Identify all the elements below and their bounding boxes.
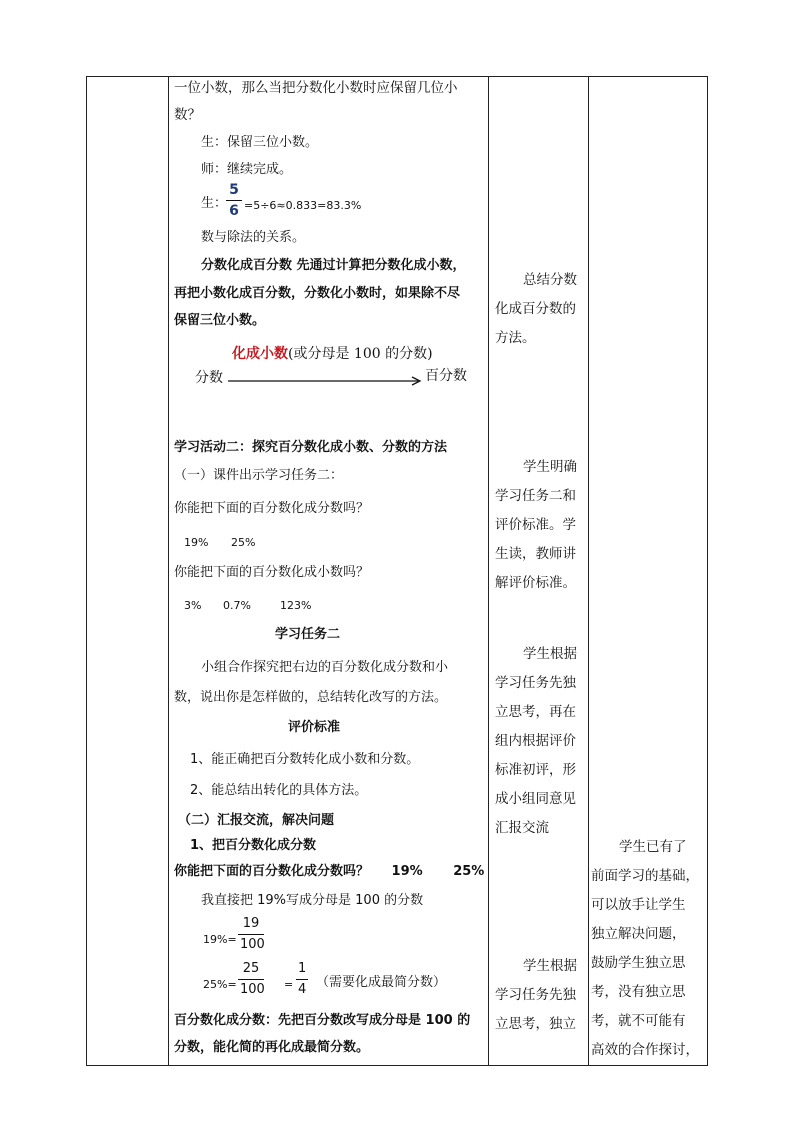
column-divider-3 [588, 76, 589, 1066]
arrow-icon [226, 374, 426, 388]
percent-value: 19% [184, 536, 209, 549]
percent-value: 19% [391, 864, 423, 879]
criteria-item: 1、能正确把百分数转化成小数和分数。 [190, 752, 420, 767]
text-line: 考，就不可能有 [591, 1013, 686, 1029]
fraction-bar [238, 979, 264, 980]
fraction-denominator: 4 [298, 982, 307, 997]
text-line: 学习任务二和 [495, 488, 576, 504]
task-title: 学习任务二 [275, 627, 341, 642]
equals-sign: = [284, 978, 294, 991]
text-line: 独立解决问题， [591, 926, 686, 942]
student-activity-group [495, 640, 577, 843]
bold-text-line: 分数化成百分数 先通过计算把分数化成小数， [201, 258, 466, 273]
text-line: 汇报交流 [495, 820, 549, 836]
fraction-numerator: 19 [242, 916, 260, 931]
student-activity-summary [495, 266, 577, 353]
criteria-title: 评价标准 [288, 720, 341, 735]
summary-line: 分数，能化简的再化成最简分数。 [174, 1040, 370, 1055]
fraction-bar [296, 979, 308, 980]
text-line: 学生根据 [523, 646, 577, 662]
bold-text-line: 再把小数化成百分数，分数化小数时，如果除不尽 [174, 286, 461, 301]
fraction-numerator: 25 [242, 961, 260, 976]
diagram-label [232, 346, 433, 362]
text-line: 你能把下面的百分数化成小数吗？ [174, 565, 370, 580]
text-line: 师：继续完成。 [201, 162, 293, 177]
text-line: 考，没有独立思 [591, 984, 686, 1000]
student-activity-report [495, 952, 577, 1039]
fraction-19-100 [238, 916, 264, 953]
fraction-denominator: 100 [240, 937, 265, 952]
section-heading: （二）汇报交流，解决问题 [178, 813, 335, 828]
text-line: 数？ [174, 107, 201, 123]
text-line: 生： [201, 196, 228, 211]
fraction-numerator: 5 [229, 182, 239, 198]
text-line: 你能把下面的百分数化成分数吗？ [174, 501, 370, 516]
text-line: 学习任务先独 [495, 675, 576, 691]
diagram-label-red: 化成小数 [232, 346, 288, 362]
text-line: 可以放手让学生 [591, 897, 686, 913]
diagram-right-label: 百分数 [425, 368, 467, 384]
student-activity-task2 [495, 453, 577, 598]
text-line: 学习任务先独 [495, 987, 576, 1003]
text-line: 数与除法的关系。 [201, 230, 306, 245]
column-divider-2 [488, 76, 489, 1066]
text-line: 评价标准。学 [495, 517, 576, 533]
column-divider-1 [168, 76, 169, 1066]
text-line: 方法。 [495, 330, 536, 346]
text-line: 小组合作探究把右边的百分数化成分数和小 [201, 660, 449, 675]
percent-value: 0.7% [223, 599, 251, 612]
bold-text-line: 保留三位小数。 [174, 313, 266, 328]
equation-prefix: 19%= [203, 933, 237, 946]
text-line: 解评价标准。 [495, 575, 576, 591]
summary-line: 百分数化成分数：先把百分数改写成分母是 100 的 [174, 1013, 471, 1028]
fraction-denominator: 6 [229, 203, 239, 219]
fraction-bar [238, 934, 264, 935]
text-line: （一）课件出示学习任务二： [174, 468, 344, 483]
text-line: 高效的合作探讨， [591, 1042, 699, 1058]
text-line: 生读，教师讲 [495, 546, 576, 562]
fraction-denominator: 100 [240, 982, 265, 997]
percent-value: 3% [184, 599, 202, 612]
percent-value: 25% [231, 536, 256, 549]
design-intent [591, 833, 699, 1065]
text-line: 总结分数 [523, 272, 577, 288]
note-text: （需要化成最简分数） [316, 975, 447, 990]
fraction-25-100 [238, 961, 264, 998]
text-line: 鼓励学生独立思 [591, 955, 686, 971]
criteria-item: 2、能总结出转化的具体方法。 [190, 783, 368, 798]
diagram-label-note: (或分母是 100 的分数) [288, 346, 433, 362]
text-line: 学生根据 [523, 958, 577, 974]
subsection-heading: 1、把百分数化成分数 [190, 838, 317, 853]
text-line: 标准初评，形 [495, 762, 576, 778]
fraction-bar [226, 200, 242, 201]
fraction-5-6 [226, 182, 242, 219]
percent-value: 25% [453, 864, 485, 879]
text-line: 立思考，再在 [495, 704, 576, 720]
text-line: 学生明确 [523, 459, 577, 475]
text-line: 数，说出你是怎样做的，总结转化改写的方法。 [174, 690, 448, 705]
equation-prefix: 25%= [203, 978, 237, 991]
text-line: 我直接把 19%写成分母是 100 的分数 [201, 893, 424, 908]
text-line: 组内根据评价 [495, 733, 576, 749]
fraction-numerator: 1 [298, 961, 307, 976]
question-line [174, 864, 484, 880]
text-line: 生：保留三位小数。 [201, 135, 319, 150]
section-heading: 学习活动二：探究百分数化成小数、分数的方法 [174, 440, 448, 455]
text-line: =5÷6≈0.833=83.3% [244, 199, 362, 212]
text-line: 立思考，独立 [495, 1016, 576, 1032]
fraction-1-4 [296, 961, 308, 998]
text-line: 化成百分数的 [495, 301, 576, 317]
diagram-left-label: 分数 [195, 370, 223, 386]
text-line: 学生已有了 [619, 839, 687, 855]
percent-value: 123% [280, 599, 312, 612]
text-line: 一位小数，那么当把分数化小数时应保留几位小 [174, 80, 458, 96]
text-line: 前面学习的基础， [591, 868, 699, 884]
question-text: 你能把下面的百分数化成分数吗？ [174, 864, 370, 879]
text-line: 成小组同意见 [495, 791, 576, 807]
